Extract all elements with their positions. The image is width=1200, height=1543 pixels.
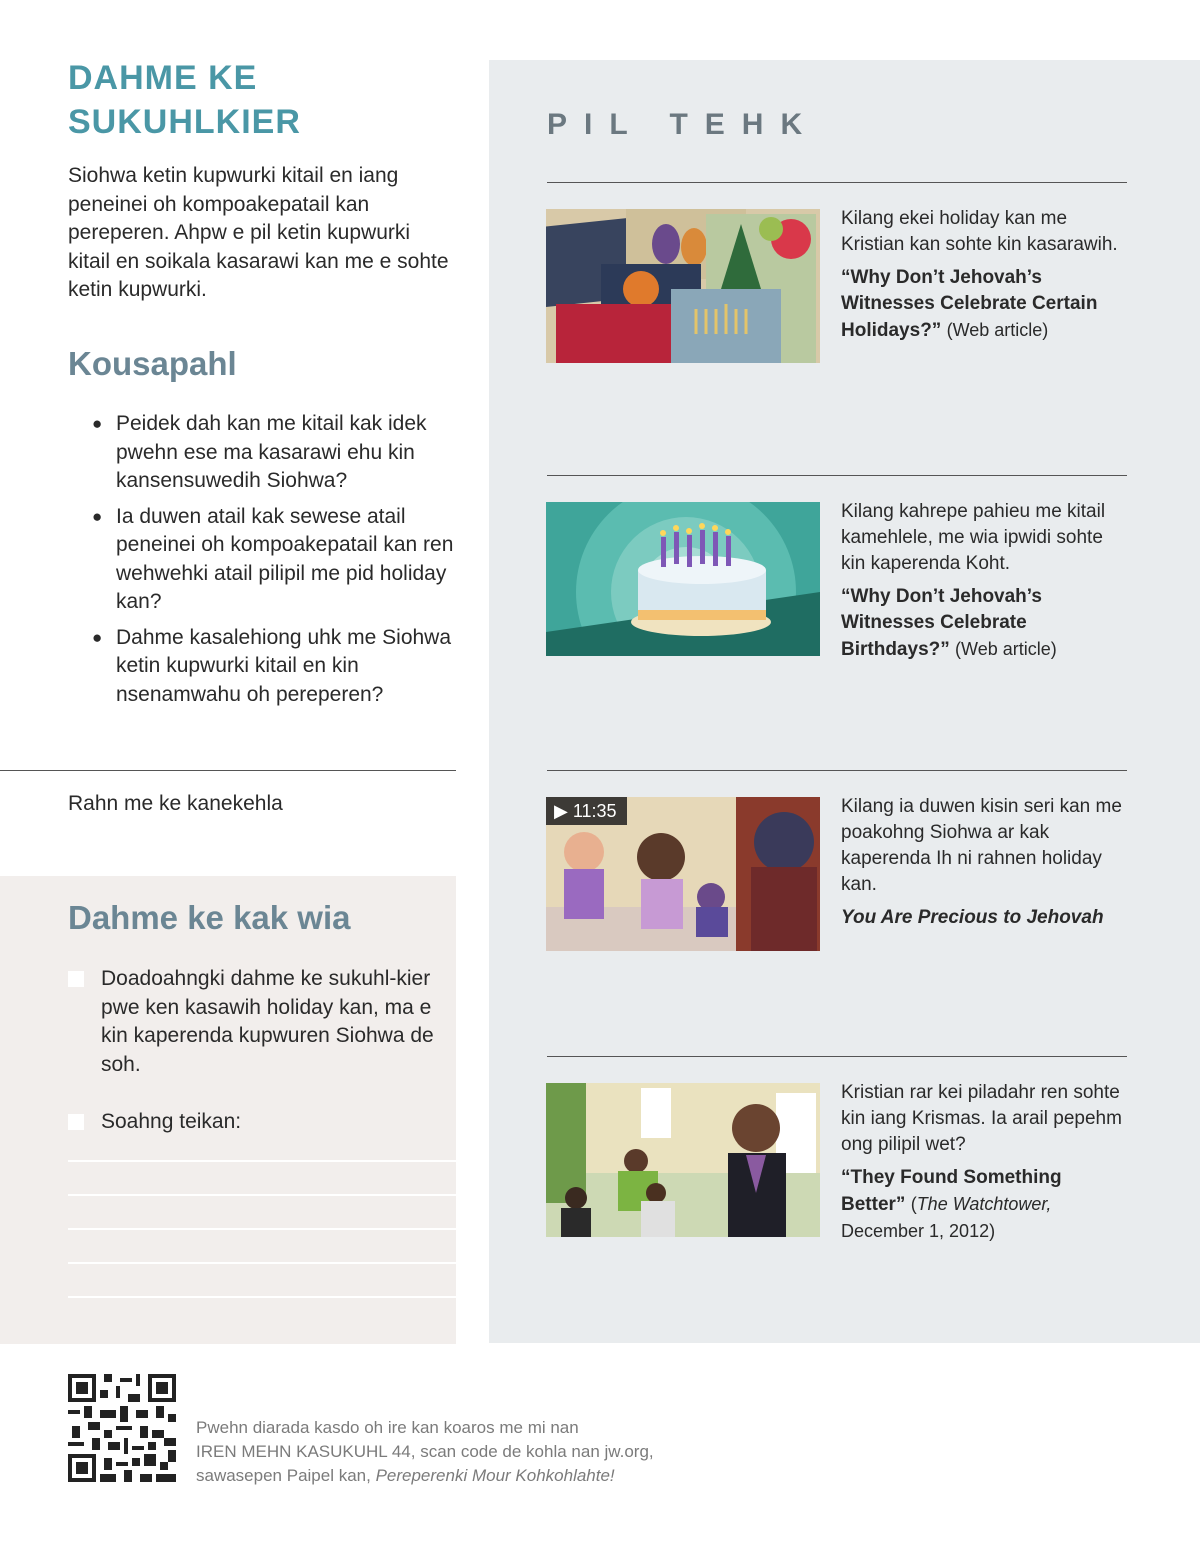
goal-item[interactable] [68,1108,438,1138]
entry-reference[interactable] [841,584,1131,663]
play-icon[interactable]: ▶ [554,801,568,821]
video-duration-badge: ▶ 11:35 [546,797,627,825]
bullet-icon: ● [92,506,103,526]
writing-line[interactable] [68,1296,456,1298]
article-source: (The Watchtower, December 1, 2012) [841,1194,1052,1241]
entry-description: Kristian rar kei piladahr ren sohte kin iang Krismas. Ia arail pepehm ong pilipil wet? [841,1082,1122,1155]
footer-note: Pwehn diarada kasdo oh ire kan koaros me mi nan IREN MEHN KASUKUHL 44, scan code de kohla nan jw.org, sawasepen Paipel kan, Pereperenki Mour Kohkohlahte! [196,1418,654,1485]
entry-video [841,794,1131,931]
summary-title: DAHME KE SUKUHLKIER [68,59,301,141]
article-title-link[interactable]: “Why Don’t Jehovah’s Witnesses Celebrate Certain Holidays?” [841,267,1098,341]
entry-description: Kilang ekei holiday kan me Kristian kan sohte kin kasarawih. [841,208,1118,255]
holiday-cards-image[interactable] [546,209,820,363]
entry-description: Kilang ia duwen kisin seri kan me poakohng Siohwa ar kak kaperenda Ih ni rahnen holiday kan. [841,796,1122,895]
entry-divider [547,1056,1127,1057]
entry-divider [547,475,1127,476]
goal-checkbox[interactable] [68,971,84,987]
review-title: Kousapahl [68,345,237,382]
article-source: (Web article) [955,639,1057,659]
entry-divider [547,770,1127,771]
review-list [92,410,462,716]
entry-watchtower [841,1080,1131,1245]
writing-line[interactable] [68,1228,456,1230]
entry-reference[interactable] [841,265,1131,344]
writing-line[interactable] [68,1160,456,1162]
children-video-image[interactable] [546,797,820,951]
review-question: ● Peidek dah kan me kitail kak idek pwehn ese ma kasarawi ehu kin kansensuwedih Siohwa? [92,412,427,492]
summary-text: Siohwa ketin kupwurki kitail en iang peneinei oh kompoakepatail kan pereperen. Ahpw e pil ketin kupwurki kitail en soikala kasarawi kan me e sohte ketin kupwurki. [68,164,449,301]
section-divider [0,770,456,771]
completion-date-label: Rahn me ke kanekehla [68,792,283,815]
video-title-link[interactable]: You Are Precious to Jehovah [841,907,1104,928]
entry-reference[interactable] [841,905,1131,931]
entry-reference[interactable] [841,1165,1131,1245]
goal-item-text: Soahng teikan: [101,1110,242,1133]
writing-line[interactable] [68,1262,456,1264]
review-question: ● Dahme kasalehiong uhk me Siohwa ketin kupwurki kitail en kin nsenamwahu oh pereperen? [92,625,452,706]
goal-item[interactable] [68,965,438,1085]
entry-divider [547,182,1127,183]
goal-checkbox[interactable] [68,1114,84,1130]
goal-title: Dahme ke kak wia [68,899,351,936]
qr-code[interactable] [68,1374,176,1482]
article-title-link[interactable]: “They Found Something Better” [841,1167,1062,1215]
entry-holidays [841,206,1131,344]
birthday-cake-image[interactable] [546,502,820,656]
entry-description: Kilang kahrepe pahieu me kitail kamehlele, me wia ipwidi sohte kin kaperenda Koht. [841,501,1106,574]
review-question: ● Ia duwen atail kak sewese atail peneinei oh kompoakepatail kan ren wehwehki atail pilipil me pid holiday kan? [92,504,454,613]
article-source: (Web article) [946,320,1049,340]
bullet-icon: ● [92,414,103,433]
article-title-link[interactable]: “Why Don’t Jehovah’s Witnesses Celebrate Birthdays?” [841,586,1042,660]
goal-item-text: Doadoahngki dahme ke sukuhl-kier pwe ken kasawih holiday kan, ma e kin kaperenda kupwuren Siohwa de soh. [101,967,434,1076]
writing-line[interactable] [68,1194,456,1196]
bullet-icon: ● [92,627,103,647]
family-woman-image[interactable] [546,1083,820,1237]
explore-title: PIL TEHK [547,108,820,141]
entry-birthdays [841,499,1131,663]
